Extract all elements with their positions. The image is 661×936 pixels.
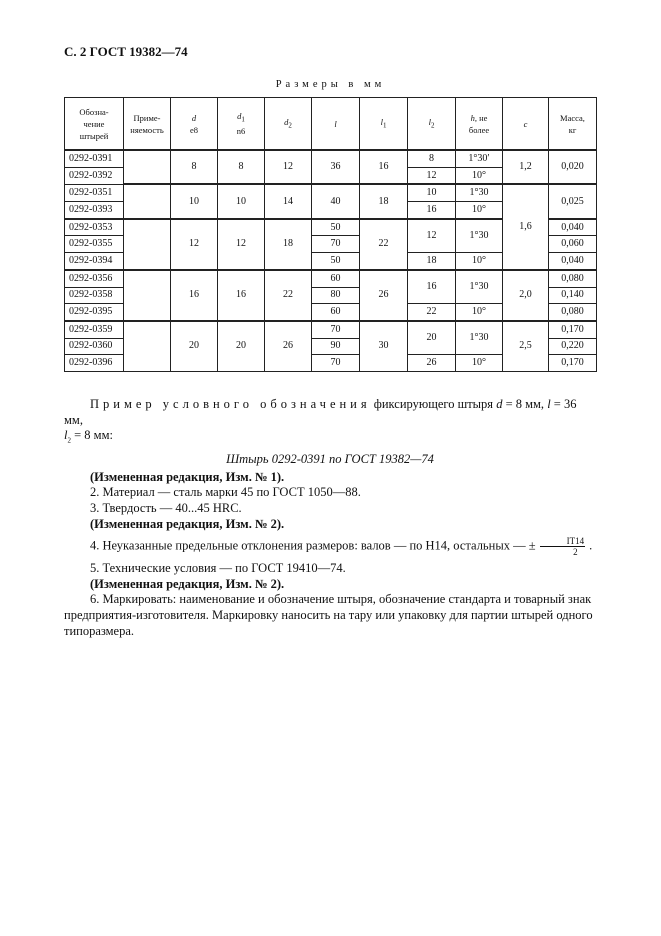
cell-code: 0292-0391	[65, 150, 124, 167]
page-header: С. 2 ГОСТ 19382—74	[64, 44, 188, 59]
example-paragraph-cont	[64, 428, 596, 449]
dimensions-table	[64, 97, 597, 372]
item-6: 6. Маркировать: наименование и обозначение штыря, обозначение стандарта и товарный знак предприятия-изготовителя. Маркировку наносить на тару или упаковку для партии штырей одного типоразмера.	[64, 592, 593, 638]
cell-application	[124, 321, 171, 372]
cell-l: 70	[312, 355, 360, 372]
cell-l: 60	[312, 304, 360, 321]
example-var-d: d	[496, 397, 503, 411]
table-row	[65, 184, 597, 201]
cell-application	[124, 270, 171, 321]
cell-h: 10°	[456, 304, 503, 321]
example-var-l2: l	[64, 428, 68, 443]
cell-l: 50	[312, 219, 360, 236]
cell-code: 0292-0355	[65, 236, 124, 253]
revision-note: (Измененная редакция, Изм. № 2).	[90, 576, 285, 591]
cell-mass: 0,025	[549, 184, 597, 218]
item-5: 5. Технические условия — по ГОСТ 19410—74.	[90, 561, 346, 576]
cell-mass: 0,170	[549, 355, 597, 372]
example-paragraph	[64, 397, 596, 428]
cell-code: 0292-0393	[65, 202, 124, 219]
example-text: = 8 мм,	[502, 397, 548, 411]
cell-l2: 16	[408, 270, 456, 304]
cell-h: 10°	[456, 355, 503, 372]
cell-l: 80	[312, 287, 360, 304]
col-d1: $d_1$ n6	[218, 98, 265, 151]
cell-c: 2,0	[503, 270, 549, 321]
cell-d: 16	[171, 270, 218, 321]
cell-h: 10°	[456, 202, 503, 219]
cell-d: 8	[171, 150, 218, 184]
cell-l: 40	[312, 184, 360, 218]
table-caption: Размеры в мм	[275, 79, 386, 90]
cell-d1: 20	[218, 321, 265, 372]
cell-d1: 16	[218, 270, 265, 321]
cell-l2: 8	[408, 150, 456, 167]
cell-d: 12	[171, 219, 218, 270]
item-4-end: .	[589, 538, 593, 553]
example-label: Пример условного обозначения	[90, 397, 371, 411]
cell-code: 0292-0356	[65, 270, 124, 287]
cell-l: 70	[312, 236, 360, 253]
cell-code: 0292-0359	[65, 321, 124, 338]
cell-d: 20	[171, 321, 218, 372]
cell-h: 1°30	[456, 321, 503, 355]
cell-l: 36	[312, 150, 360, 184]
cell-l2: 16	[408, 202, 456, 219]
example-var-l2-sub: 2	[67, 436, 71, 445]
col-mass: Масса, кг	[549, 98, 597, 151]
cell-application	[124, 219, 171, 270]
col-application: Приме- няемость	[124, 98, 171, 151]
cell-l1: 16	[360, 150, 408, 184]
cell-mass: 0,020	[549, 150, 597, 184]
designation-example: Штырь 0292-0391 по ГОСТ 19382—74	[226, 452, 434, 467]
cell-l2: 18	[408, 253, 456, 270]
cell-l: 90	[312, 338, 360, 355]
item-2: 2. Материал — сталь марки 45 по ГОСТ 1050—88.	[90, 485, 361, 500]
cell-c: 1,6	[503, 184, 549, 269]
cell-mass: 0,080	[549, 304, 597, 321]
cell-code: 0292-0360	[65, 338, 124, 355]
table-row	[65, 150, 597, 167]
cell-d2: 22	[265, 270, 312, 321]
col-l2: $l_2$	[408, 98, 456, 151]
cell-h: 1°30′	[456, 150, 503, 167]
cell-l2: 20	[408, 321, 456, 355]
cell-code: 0292-0358	[65, 287, 124, 304]
cell-l: 50	[312, 253, 360, 270]
cell-l2: 22	[408, 304, 456, 321]
col-designation: Обозна- чение штырей	[65, 98, 124, 151]
cell-d2: 12	[265, 150, 312, 184]
cell-l2: 12	[408, 167, 456, 184]
cell-h: 10°	[456, 253, 503, 270]
example-var-l: l	[547, 397, 551, 411]
cell-application	[124, 184, 171, 218]
cell-d1: 10	[218, 184, 265, 218]
item-4	[64, 536, 596, 557]
fraction-denominator: 2	[573, 547, 578, 558]
cell-l2: 26	[408, 355, 456, 372]
col-d: d e8	[171, 98, 218, 151]
cell-l: 60	[312, 270, 360, 287]
cell-c: 1,2	[503, 150, 549, 184]
cell-l1: 22	[360, 219, 408, 270]
cell-l: 70	[312, 321, 360, 338]
item-4-text: 4. Неуказанные предельные отклонения размеров: валов — по Н14, остальных — ±	[90, 538, 536, 553]
cell-mass: 0,040	[549, 253, 597, 270]
col-c: c	[503, 98, 549, 151]
table-row	[65, 321, 597, 338]
table-row	[65, 270, 597, 287]
cell-d: 10	[171, 184, 218, 218]
cell-code: 0292-0395	[65, 304, 124, 321]
cell-d2: 26	[265, 321, 312, 372]
example-text: фиксирующего штыря	[370, 397, 497, 411]
notes-section	[64, 397, 596, 639]
cell-mass: 0,040	[549, 219, 597, 236]
cell-application	[124, 150, 171, 184]
cell-code: 0292-0394	[65, 253, 124, 270]
col-l1: $l_1$	[360, 98, 408, 151]
col-l: l	[312, 98, 360, 151]
cell-mass: 0,060	[549, 236, 597, 253]
cell-d2: 18	[265, 219, 312, 270]
cell-mass: 0,220	[549, 338, 597, 355]
cell-mass: 0,080	[549, 270, 597, 287]
col-d2: $d_2$	[265, 98, 312, 151]
cell-l2: 12	[408, 219, 456, 253]
cell-h: 1°30	[456, 219, 503, 253]
cell-c: 2,5	[503, 321, 549, 372]
item-3: 3. Твердость — 40...45 HRC.	[90, 501, 242, 516]
cell-code: 0292-0396	[65, 355, 124, 372]
cell-code: 0292-0351	[65, 184, 124, 201]
fraction-numerator: IT14	[540, 536, 586, 547]
cell-h: 10°	[456, 167, 503, 184]
cell-d2: 14	[265, 184, 312, 218]
cell-mass: 0,140	[549, 287, 597, 304]
cell-code: 0292-0392	[65, 167, 124, 184]
cell-mass: 0,170	[549, 321, 597, 338]
fraction	[540, 536, 586, 557]
col-h: h, не более	[456, 98, 503, 151]
example-text: = 36 мм,	[64, 397, 577, 427]
cell-l1: 18	[360, 184, 408, 218]
cell-h: 1°30	[456, 184, 503, 201]
table-header-row	[65, 98, 597, 151]
revision-note: (Измененная редакция, Изм. № 2).	[90, 516, 285, 531]
cell-l1: 30	[360, 321, 408, 372]
cell-code: 0292-0353	[65, 219, 124, 236]
example-text: = 8 мм:	[70, 428, 113, 443]
cell-d1: 12	[218, 219, 265, 270]
cell-d1: 8	[218, 150, 265, 184]
cell-h: 1°30	[456, 270, 503, 304]
revision-note: (Измененная редакция, Изм. № 1).	[90, 469, 285, 484]
cell-l1: 26	[360, 270, 408, 321]
cell-l2: 10	[408, 184, 456, 201]
